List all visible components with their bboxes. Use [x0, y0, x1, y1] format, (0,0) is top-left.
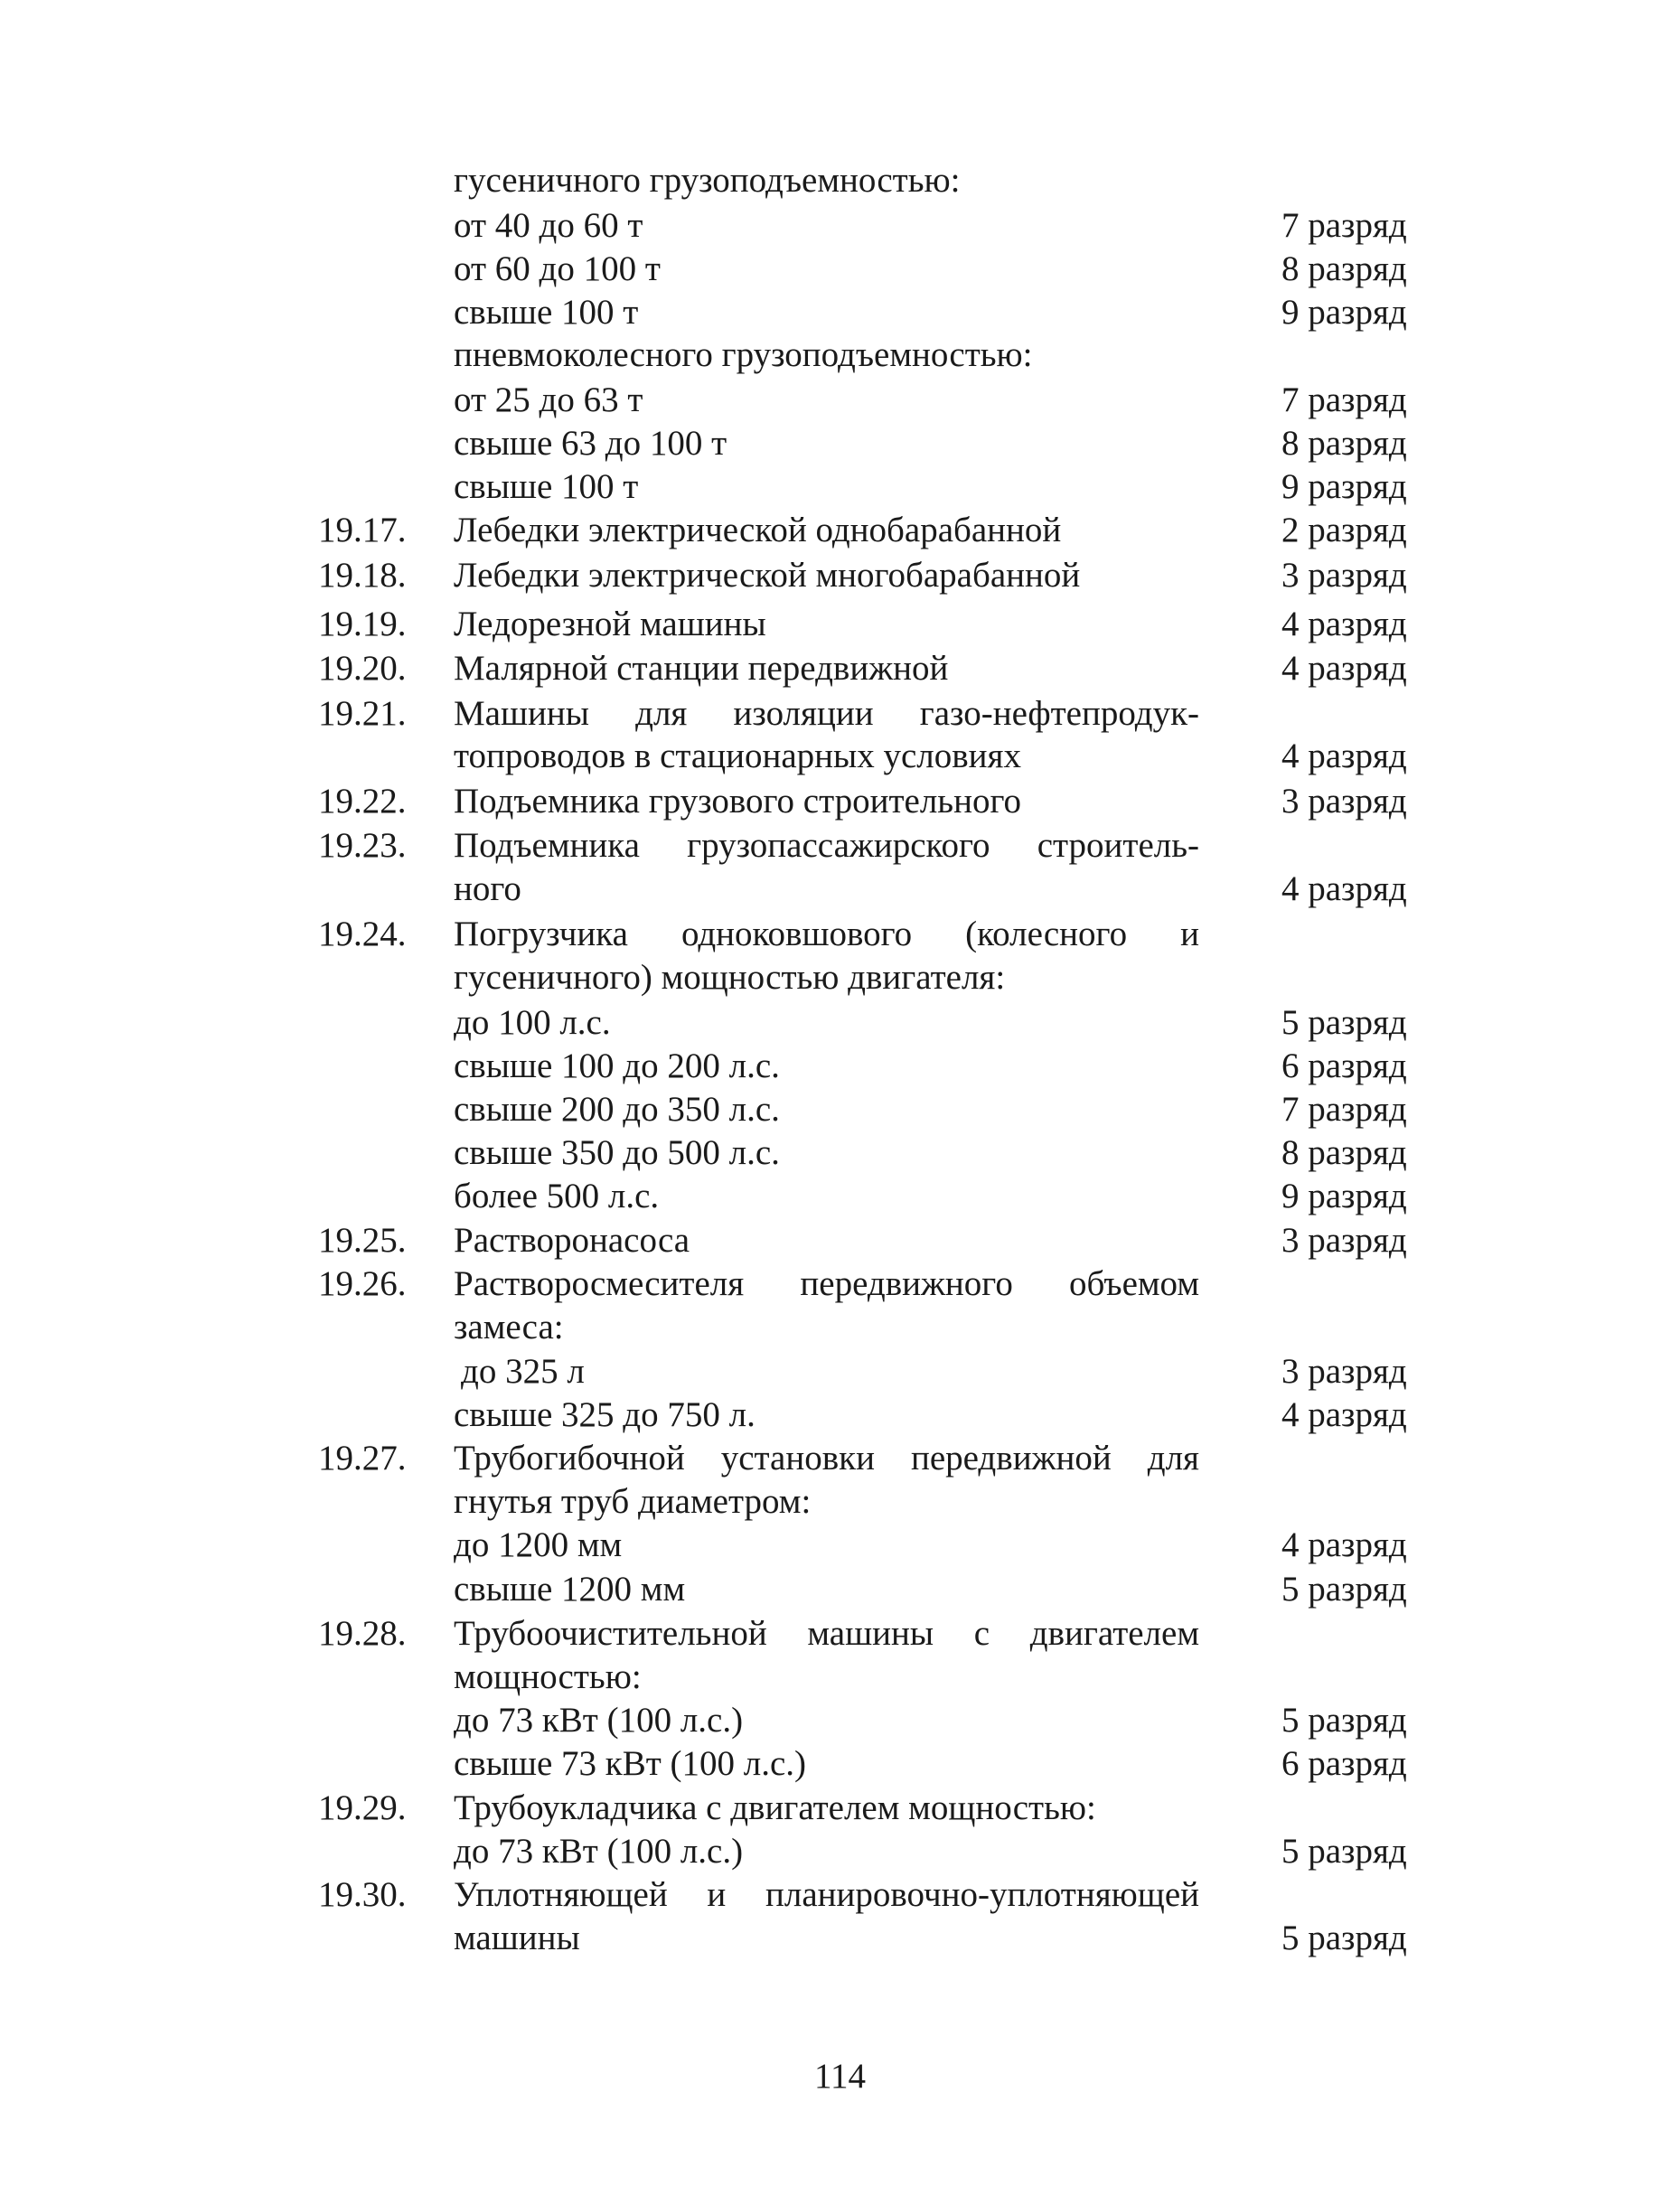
item-text: Ледорезной машины: [454, 605, 766, 643]
list-item-line: [0, 956, 1680, 999]
item-text: свыше 1200 мм: [454, 1570, 686, 1609]
item-grade: 6 разряд: [1281, 1046, 1407, 1085]
item-text: гусеничного грузоподъемностью:: [454, 161, 961, 200]
list-item-line: [0, 1175, 1680, 1218]
item-number: 19.24.: [318, 915, 407, 953]
list-item-line: [0, 1350, 1680, 1393]
item-number: 19.29.: [318, 1788, 407, 1827]
list-item-line: [0, 1088, 1680, 1131]
list-item-line: [0, 1830, 1680, 1873]
item-grade: 3 разряд: [1281, 1352, 1407, 1391]
item-grade: 7 разряд: [1281, 1090, 1407, 1129]
list-item: [0, 1262, 1680, 1306]
item-text: Подъемника грузового строительного: [454, 782, 1021, 821]
list-item-line: [0, 204, 1680, 248]
item-text: до 100 л.с.: [454, 1003, 611, 1042]
item-text: Машины для изоляции газо-нефтепродук-: [454, 694, 1199, 733]
list-item-line: [0, 1917, 1680, 1960]
item-text: Растворонасоса: [454, 1221, 690, 1260]
list-item-line: [0, 1699, 1680, 1742]
list-item: [0, 603, 1680, 646]
item-grade: 3 разряд: [1281, 556, 1407, 595]
item-text: свыше 63 до 100 т: [454, 424, 727, 463]
item-grade: 5 разряд: [1281, 1832, 1407, 1871]
item-grade: 7 разряд: [1281, 380, 1407, 419]
list-item-line: [0, 1131, 1680, 1175]
item-number: 19.23.: [318, 826, 407, 865]
item-number: 19.27.: [318, 1439, 407, 1478]
item-grade: 4 разряд: [1281, 605, 1407, 643]
list-item-line: [0, 1742, 1680, 1786]
list-item-line: [0, 1001, 1680, 1045]
item-text: от 60 до 100 т: [454, 249, 661, 288]
list-item: [0, 647, 1680, 690]
item-text: от 25 до 63 т: [454, 380, 643, 419]
item-number: 19.30.: [318, 1875, 407, 1914]
list-item-line: [0, 1393, 1680, 1437]
item-grade: 5 разряд: [1281, 1701, 1407, 1740]
item-number: 19.28.: [318, 1614, 407, 1653]
list-item-line: [0, 1306, 1680, 1349]
item-text: пневмоколесного грузоподъемностью:: [454, 335, 1033, 374]
item-text: свыше 350 до 500 л.с.: [454, 1133, 780, 1172]
list-item-line: [0, 1480, 1680, 1524]
item-grade: 4 разряд: [1281, 1525, 1407, 1564]
item-text: свыше 73 кВт (100 л.с.): [454, 1744, 807, 1783]
item-text: топроводов в стационарных условиях: [454, 737, 1021, 775]
list-item-line: [0, 333, 1680, 377]
item-grade: 9 разряд: [1281, 1177, 1407, 1215]
item-text: от 40 до 60 т: [454, 206, 643, 245]
item-text: Подъемника грузопассажирского строитель-: [454, 826, 1199, 865]
list-item: [0, 1219, 1680, 1262]
item-text: до 73 кВт (100 л.с.): [454, 1832, 744, 1871]
item-text: до 73 кВт (100 л.с.): [454, 1701, 744, 1740]
item-text: мощностью:: [454, 1657, 642, 1696]
item-grade: 5 разряд: [1281, 1919, 1407, 1957]
item-grade: 3 разряд: [1281, 1221, 1407, 1260]
item-grade: 2 разряд: [1281, 511, 1407, 549]
item-text: гусеничного) мощностью двигателя:: [454, 958, 1006, 997]
list-item-line: [0, 465, 1680, 509]
list-item: [0, 1612, 1680, 1656]
list-item-line: [0, 1045, 1680, 1088]
list-item-line: [0, 868, 1680, 911]
list-item: [0, 913, 1680, 956]
item-grade: 5 разряд: [1281, 1003, 1407, 1042]
list-item: [0, 1437, 1680, 1480]
item-text: свыше 100 т: [454, 467, 639, 506]
item-text: Погрузчика одноковшового (колесного и: [454, 915, 1199, 953]
item-text: Малярной станции передвижной: [454, 649, 949, 688]
list-item-line: [0, 735, 1680, 778]
item-number: 19.20.: [318, 649, 407, 688]
list-item-line: [0, 1656, 1680, 1699]
item-text: до 325 л: [461, 1352, 585, 1391]
item-text: машины: [454, 1919, 580, 1957]
list-item-line: [0, 291, 1680, 334]
item-text: свыше 100 до 200 л.с.: [454, 1046, 780, 1085]
item-grade: 8 разряд: [1281, 424, 1407, 463]
item-text: замеса:: [454, 1308, 564, 1346]
item-text: ного: [454, 869, 521, 908]
item-number: 19.19.: [318, 605, 407, 643]
item-text: Трубогибочной установки передвижной для: [454, 1439, 1199, 1478]
list-item-line: [0, 248, 1680, 291]
item-number: 19.22.: [318, 782, 407, 821]
item-number: 19.25.: [318, 1221, 407, 1260]
item-grade: 9 разряд: [1281, 293, 1407, 332]
list-item: [0, 1787, 1680, 1830]
item-number: 19.18.: [318, 556, 407, 595]
list-item: [0, 692, 1680, 736]
list-item: [0, 780, 1680, 823]
item-grade: 4 разряд: [1281, 649, 1407, 688]
list-item-line: [0, 379, 1680, 422]
item-grade: 6 разряд: [1281, 1744, 1407, 1783]
item-grade: 8 разряд: [1281, 249, 1407, 288]
item-grade: 5 разряд: [1281, 1570, 1407, 1609]
item-text: свыше 325 до 750 л.: [454, 1395, 756, 1434]
item-text: Уплотняющей и планировочно-уплотняющей: [454, 1875, 1199, 1914]
item-text: свыше 200 до 350 л.с.: [454, 1090, 780, 1129]
page-number: 114: [813, 2057, 867, 2096]
list-item-line: [0, 159, 1680, 202]
item-text: Лебедки электрической однобарабанной: [454, 511, 1062, 549]
item-number: 19.17.: [318, 511, 407, 549]
item-grade: 4 разряд: [1281, 737, 1407, 775]
item-grade: 9 разряд: [1281, 467, 1407, 506]
item-grade: 8 разряд: [1281, 1133, 1407, 1172]
item-text: Трубоочистительной машины с двигателем: [454, 1614, 1199, 1653]
item-text: Лебедки электрической многобарабанной: [454, 556, 1081, 595]
list-item: [0, 824, 1680, 868]
item-text: до 1200 мм: [454, 1525, 623, 1564]
list-item: [0, 509, 1680, 552]
item-text: более 500 л.с.: [454, 1177, 660, 1215]
list-item-line: [0, 1524, 1680, 1567]
list-item-line: [0, 422, 1680, 465]
item-text: Растворосмесителя передвижного объемом: [454, 1264, 1199, 1303]
item-number: 19.26.: [318, 1264, 407, 1303]
item-number: 19.21.: [318, 694, 407, 733]
item-grade: 7 разряд: [1281, 206, 1407, 245]
list-item: [0, 554, 1680, 597]
list-item: [0, 1873, 1680, 1917]
item-text: Трубоукладчика с двигателем мощностью:: [454, 1788, 1096, 1827]
item-text: свыше 100 т: [454, 293, 639, 332]
list-item-line: [0, 1568, 1680, 1611]
item-text: гнутья труб диаметром:: [454, 1482, 812, 1521]
item-grade: 3 разряд: [1281, 782, 1407, 821]
item-grade: 4 разряд: [1281, 869, 1407, 908]
item-grade: 4 разряд: [1281, 1395, 1407, 1434]
